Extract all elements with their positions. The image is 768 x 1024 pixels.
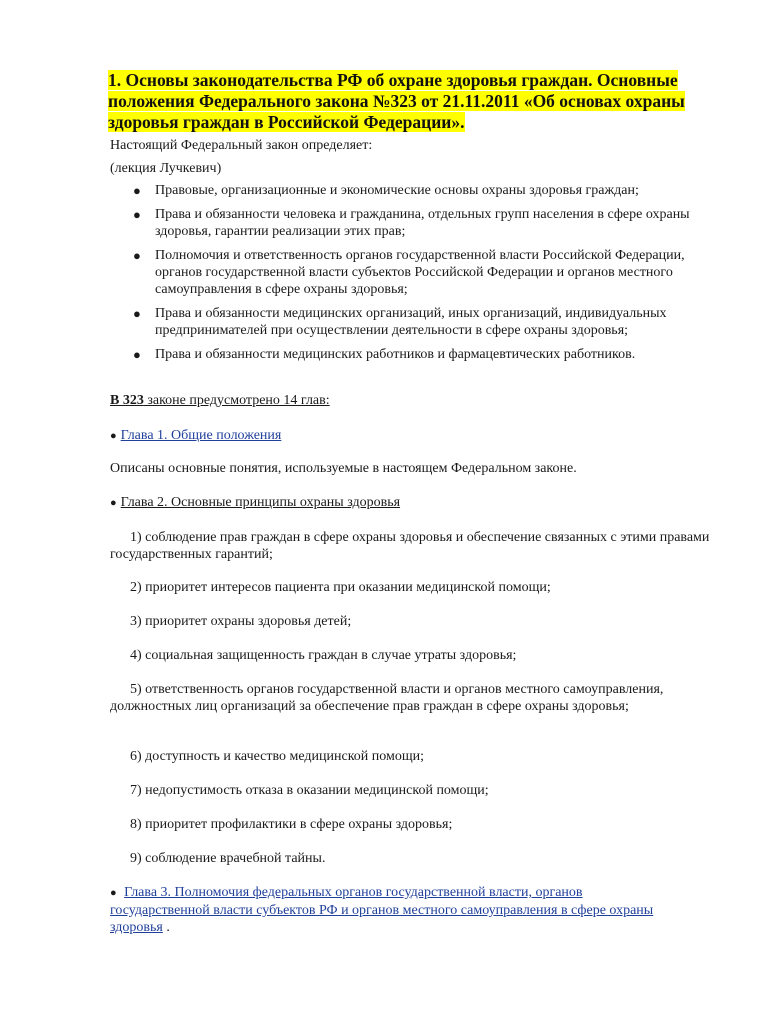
chapter-1-link[interactable]: Глава 1. Общие положения xyxy=(120,428,282,443)
principle-item: 4) социальная защищенность граждан в случае утраты здоровья; xyxy=(130,648,517,663)
list-item: ● Права и обязанности медицинских работников и фармацевтических работников. xyxy=(133,347,636,362)
bullet-icon: ● xyxy=(133,248,141,263)
bullet-icon: ● xyxy=(110,497,117,509)
bullet-icon: ● xyxy=(133,306,141,321)
list-item: ● Права и обязанности медицинских организаций, иных организаций, индивидуальных предпринимателей при осуществлении деятельности в сфере охраны здоровья; xyxy=(133,306,667,338)
list-item: ● Права и обязанности человека и гражданина, отдельных групп населения в сфере охраны здоровья, гарантии реализации этих прав; xyxy=(133,207,690,239)
bullet-icon: ● xyxy=(133,207,141,222)
bullet-icon: ● xyxy=(133,347,141,362)
principle-item: 1) соблюдение прав граждан в сфере охраны здоровья и обеспечение связанных с этими правами государственных гарантий; xyxy=(110,530,710,562)
chapter-2-title: Глава 2. Основные принципы охраны здоровья xyxy=(120,495,401,510)
lecture-note: (лекция Лучкевич) xyxy=(110,161,222,176)
bullet-icon: ● xyxy=(110,430,117,442)
principle-item: 3) приоритет охраны здоровья детей; xyxy=(130,614,352,629)
principle-item: 9) соблюдение врачебной тайны. xyxy=(130,851,326,866)
principle-item: 2) приоритет интересов пациента при оказании медицинской помощи; xyxy=(130,580,551,595)
scope-bullet-list xyxy=(110,182,710,370)
chapter-2-item xyxy=(110,494,720,512)
principle-item: 5) ответственность органов государственной власти и органов местного самоуправления, должностных лиц организаций за обеспечение прав граждан в сфере охраны здоровья; xyxy=(110,682,664,714)
bullet-icon: ● xyxy=(110,887,117,899)
intro-text: Настоящий Федеральный закон определяет: xyxy=(110,138,373,153)
chapters-intro: В 323 законе предусмотрено 14 глав: xyxy=(110,393,330,408)
list-item: ● Правовые, организационные и экономические основы охраны здоровья граждан; xyxy=(133,183,639,198)
chapter-3-link[interactable]: Глава 3. Полномочия федеральных органов государственной власти, органов государственной власти субъектов РФ и органов местного самоуправления в сфере охраны здоровья xyxy=(110,885,654,935)
page-title xyxy=(108,70,718,133)
chapter-1-description: Описаны основные понятия, используемые в настоящем Федеральном законе. xyxy=(110,461,577,476)
list-item: ● Полномочия и ответственность органов государственной власти Российской Федерации, органов государственной власти субъектов Российской Федерации и органов местного самоуправления в сфере охраны здоровья; xyxy=(133,248,685,297)
chapter-1-item xyxy=(110,427,720,445)
principle-item: 8) приоритет профилактики в сфере охраны здоровья; xyxy=(130,817,453,832)
chapter-3-item: ● Глава 3. Полномочия федеральных органов государственной власти, органов государственной власти субъектов РФ и органов местного самоуправления в сфере охраны здоровья . xyxy=(110,885,654,935)
bullet-icon: ● xyxy=(133,183,141,198)
highlighted-title-text: 1. Основы законодательства РФ об охране здоровья граждан. Основные положения Федерального закона №323 от 21.11.2011 «Об основах охраны здоровья граждан в Российской Федерации». xyxy=(108,70,685,132)
principle-item: 7) недопустимость отказа в оказании медицинской помощи; xyxy=(130,783,489,798)
principle-item: 6) доступность и качество медицинской помощи; xyxy=(130,749,425,764)
